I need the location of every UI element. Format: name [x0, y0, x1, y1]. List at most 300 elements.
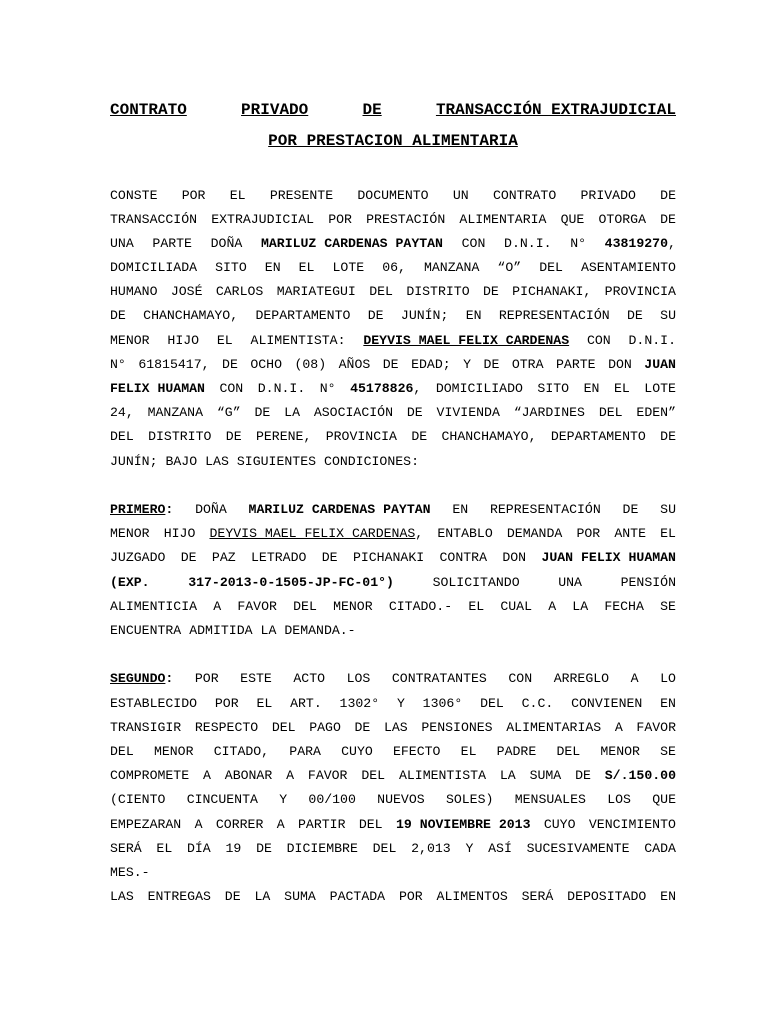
text: ALIMENTOS: [436, 889, 508, 904]
text: EN: [452, 502, 469, 517]
text: CITADO,: [213, 744, 270, 759]
text: QUE: [560, 212, 585, 227]
text-segment: [110, 524, 150, 544]
text-segment: [554, 669, 609, 689]
text: N°: [319, 381, 336, 396]
text-segment: [636, 718, 676, 738]
text: DE: [180, 550, 197, 565]
punctuation: ,: [413, 381, 422, 396]
text-segment: [561, 210, 585, 230]
text: DE: [622, 502, 639, 517]
text: DE: [660, 188, 676, 203]
text-segment: [215, 258, 247, 278]
bold-text: MARILUZ CARDENAS PAYTAN: [260, 236, 443, 251]
text: (08): [294, 357, 327, 372]
text: NUEVOS: [377, 792, 425, 807]
text: PROVINCIA: [325, 429, 397, 444]
text-segment: [660, 186, 676, 206]
text-segment: [411, 839, 451, 859]
text: TRANSIGIR: [110, 720, 182, 735]
text-segment: [165, 452, 197, 472]
bold-text: 19 NOVIEMBRE 2013: [395, 817, 531, 832]
text-segment: [212, 548, 236, 568]
text-segment: [389, 597, 452, 617]
text-segment: [373, 839, 397, 859]
text-segment: [217, 331, 233, 351]
text: ENTREGAS: [147, 889, 211, 904]
text-segment: [462, 234, 486, 254]
text: EL: [660, 526, 676, 541]
text: CHANCHAMAYO,: [143, 308, 239, 323]
text: DON: [608, 357, 632, 372]
text-segment: [382, 258, 406, 278]
text-segment: [256, 694, 272, 714]
text: UNA: [558, 575, 582, 590]
text-segment: [644, 379, 676, 399]
text: PRESENTE: [269, 188, 334, 203]
text: FAVOR: [237, 599, 277, 614]
text: DEL: [110, 429, 134, 444]
paragraph-line: [110, 573, 676, 593]
text: FAVOR: [636, 720, 676, 735]
bold-text: DEYVIS MAEL FELIX CARDENAS: [363, 333, 570, 348]
text: DOMICILIADO: [435, 381, 523, 396]
text: MES.-: [110, 865, 150, 880]
text-segment: [286, 766, 294, 786]
text: CUYO: [341, 744, 373, 759]
bold-text: 45178826: [350, 381, 414, 396]
title-word: PRIVADO: [241, 101, 309, 119]
text-segment: [548, 597, 556, 617]
text-segment: [110, 815, 181, 835]
text: PARTIR: [298, 817, 346, 832]
text: CON: [508, 671, 533, 686]
text-segment: [368, 306, 384, 326]
text: 2,013: [411, 841, 451, 856]
text-segment: [468, 597, 484, 617]
text-segment: [347, 669, 371, 689]
text: PARTE: [152, 236, 192, 251]
text-segment: [167, 331, 199, 351]
text-segment: [339, 355, 371, 375]
text-segment: [605, 766, 676, 786]
text: DE: [411, 429, 428, 444]
text-segment: [251, 331, 346, 351]
text: DOCUMENTO: [357, 188, 429, 203]
text-segment: [383, 355, 399, 375]
text: CUYO: [543, 817, 576, 832]
text-segment: [440, 548, 487, 568]
text: A: [276, 817, 285, 832]
paragraph-line: [110, 403, 676, 423]
text: SUCESIVAMENTE: [526, 841, 630, 856]
paragraph-line: [110, 210, 676, 230]
text: DE: [660, 429, 676, 444]
text-segment: [502, 548, 526, 568]
text-segment: [110, 766, 189, 786]
paragraph-line: [110, 355, 676, 375]
text-segment: [500, 597, 532, 617]
text: CUAL: [500, 599, 532, 614]
text-segment: [110, 403, 134, 423]
text: CHANCHAMAYO,: [441, 429, 537, 444]
text-segment: [558, 573, 582, 593]
text-segment: [581, 186, 636, 206]
text-segment: [397, 694, 405, 714]
text: POR: [214, 696, 239, 711]
text: D.N.I.: [504, 236, 552, 251]
text: DE: [354, 720, 371, 735]
text: DEPARTAMENTO: [255, 308, 351, 323]
text: ENCUENTRA: [110, 623, 182, 638]
text-segment: [110, 427, 134, 447]
text: ESTABLECIDO: [110, 696, 198, 711]
paragraph-line: [110, 500, 676, 520]
text-segment: [211, 210, 314, 230]
text: SITO: [537, 381, 570, 396]
text: PAZ: [211, 550, 236, 565]
text-segment: [499, 306, 610, 326]
text: SE: [660, 744, 676, 759]
text: DEL: [110, 744, 134, 759]
text: EL: [468, 599, 485, 614]
paragraph-line: [110, 234, 676, 254]
text: POR: [194, 671, 219, 686]
text-segment: [599, 210, 646, 230]
text-segment: [359, 815, 383, 835]
text: DE: [321, 550, 338, 565]
text-segment: [571, 694, 642, 714]
text-segment: [660, 210, 676, 230]
text: PENSIÓN: [620, 575, 676, 590]
text: CON: [461, 236, 486, 251]
text-segment: [110, 621, 181, 641]
text: JOSÉ: [170, 284, 203, 299]
text-segment: [515, 790, 586, 810]
text: CORRER: [215, 817, 264, 832]
text: CINCUENTA: [186, 792, 258, 807]
text: ASOCIACIÓN: [313, 405, 393, 420]
text-segment: [605, 234, 676, 254]
text-segment: [314, 403, 393, 423]
text: MENOR: [600, 744, 640, 759]
text: DEMANDA: [506, 526, 563, 541]
text: SERÁ: [110, 841, 142, 856]
text-segment: [660, 669, 676, 689]
text-segment: [522, 887, 554, 907]
text: EN: [264, 260, 281, 275]
text: EL: [156, 841, 173, 856]
text-segment: [393, 742, 440, 762]
text: PADRE: [496, 744, 537, 759]
text: JUZGADO: [110, 550, 166, 565]
text-segment: [110, 742, 134, 762]
text-segment: [249, 500, 431, 520]
text: DE: [483, 357, 500, 372]
text-segment: [423, 694, 463, 714]
text: POR: [398, 889, 423, 904]
text: VENCIMIENTO: [588, 817, 676, 832]
text: A: [614, 720, 623, 735]
text-segment: [290, 694, 322, 714]
text-segment: [614, 379, 630, 399]
text: PACTADA: [329, 889, 386, 904]
text: VIVIENDA: [436, 405, 500, 420]
text-segment: [490, 500, 601, 520]
text: EFECTO: [392, 744, 441, 759]
text-segment: [537, 379, 569, 399]
text: PENSIONES: [421, 720, 493, 735]
text-segment: [483, 282, 499, 302]
text-segment: [629, 331, 676, 351]
text: DEL: [539, 260, 563, 275]
text: LA: [499, 768, 516, 783]
text-segment: [148, 887, 211, 907]
paragraph-line: [110, 887, 676, 907]
text: PRESTACIÓN: [366, 212, 446, 227]
paragraph-line: [110, 742, 676, 762]
bold-text: PRIMERO: [110, 502, 166, 517]
text-segment: [110, 790, 165, 810]
text: A: [213, 599, 222, 614]
text: SE: [660, 599, 676, 614]
text: EN: [583, 381, 600, 396]
text-segment: [541, 548, 676, 568]
text: CONSTE: [110, 188, 158, 203]
text: RESPECTO: [194, 720, 259, 735]
text-segment: [465, 839, 473, 859]
text-segment: [442, 427, 537, 447]
text-segment: [272, 718, 296, 738]
text-segment: [255, 306, 350, 326]
text-segment: [452, 500, 468, 520]
text-segment: [497, 258, 521, 278]
paragraph-line: [110, 524, 676, 544]
text: CON: [219, 381, 244, 396]
text-segment: [156, 839, 172, 859]
paragraph-line: [110, 282, 676, 302]
text: MENSUALES: [514, 792, 586, 807]
text-segment: [436, 379, 523, 399]
text-segment: [512, 282, 591, 302]
text-segment: [411, 355, 451, 375]
text-segment: [660, 500, 676, 520]
paragraph-line: [110, 331, 676, 351]
text-segment: [326, 427, 397, 447]
text: A: [194, 817, 203, 832]
text-segment: [309, 718, 341, 738]
text-segment: [328, 210, 352, 230]
text: DE: [225, 429, 242, 444]
text-segment: [572, 597, 588, 617]
text-segment: [213, 597, 221, 617]
text: EDEN”: [636, 405, 676, 420]
text: DE: [660, 212, 676, 227]
text: PAGO: [309, 720, 341, 735]
text: POR: [576, 526, 601, 541]
text-segment: [605, 282, 676, 302]
paragraph-line: [110, 790, 676, 810]
text-segment: [500, 766, 516, 786]
text-segment: [187, 839, 211, 859]
text-segment: [406, 282, 469, 302]
text-segment: [211, 234, 243, 254]
text: DE: [575, 768, 591, 783]
text-segment: [401, 306, 448, 326]
text-segment: [110, 379, 205, 399]
text-segment: [589, 815, 676, 835]
text-segment: [576, 524, 600, 544]
text-segment: [437, 524, 492, 544]
text-segment: [660, 887, 676, 907]
text-segment: [254, 887, 270, 907]
text-segment: [230, 186, 246, 206]
text-segment: [195, 815, 203, 835]
text-segment: [188, 573, 394, 593]
text: FAVOR: [307, 768, 348, 783]
text-segment: [298, 815, 345, 835]
text-segment: [152, 234, 192, 254]
text: LETRADO: [251, 550, 307, 565]
text: QUE: [652, 792, 676, 807]
text-segment: [287, 839, 358, 859]
text: SOLICITANDO: [432, 575, 520, 590]
text-segment: [660, 427, 676, 447]
text-segment: [636, 403, 676, 423]
text-segment: [110, 210, 197, 230]
text: LOTE: [332, 260, 365, 275]
text-segment: [110, 573, 150, 593]
text: SITO: [215, 260, 247, 275]
text-segment: [399, 887, 423, 907]
text-segment: [333, 597, 373, 617]
text-segment: [293, 669, 325, 689]
text-segment: [527, 839, 630, 859]
text: “O”: [497, 260, 522, 275]
text-segment: [240, 669, 272, 689]
text: EL: [256, 696, 273, 711]
text-segment: [254, 403, 270, 423]
text-segment: [284, 887, 316, 907]
text-segment: [504, 234, 551, 254]
paragraph-line: [110, 597, 676, 617]
text-segment: [110, 597, 197, 617]
text: POR: [181, 188, 206, 203]
text-segment: [453, 186, 469, 206]
text: DÍA: [186, 841, 211, 856]
text: PICHANAKI,: [512, 284, 592, 299]
text: HIJO: [163, 526, 196, 541]
text-segment: [652, 790, 676, 810]
text: ADMITIDA: [189, 623, 253, 638]
text: PARTE: [556, 357, 596, 372]
text: DOÑA: [195, 502, 227, 517]
text: DEPARTAMENTO: [550, 429, 646, 444]
text-segment: [570, 234, 586, 254]
text-segment: [341, 742, 373, 762]
text: HIJO: [167, 333, 200, 348]
text: MENOR: [110, 333, 150, 348]
text: TRANSACCIÓN: [110, 212, 198, 227]
text-segment: [433, 573, 520, 593]
text: UNA: [110, 236, 134, 251]
text: DEL: [369, 284, 393, 299]
text-segment: [493, 186, 556, 206]
text: Y: [465, 841, 474, 856]
text: N°: [570, 236, 587, 251]
text-segment: [615, 718, 623, 738]
text: Y: [279, 792, 288, 807]
paragraph-line: [110, 379, 676, 399]
text-segment: [424, 258, 479, 278]
text: CONTRATANTES: [391, 671, 487, 686]
text: PICHANAKI: [352, 550, 425, 565]
text: ACTO: [293, 671, 326, 686]
text: DEMANDA.-: [284, 623, 356, 638]
text: ALIMENTISTA:: [250, 333, 346, 348]
text: DE: [254, 405, 271, 420]
text: EN: [465, 308, 482, 323]
text-segment: [182, 186, 206, 206]
text-segment: [110, 355, 126, 375]
text: CADA: [644, 841, 676, 856]
text-segment: [363, 331, 569, 351]
text-segment: [195, 500, 227, 520]
text-segment: [187, 790, 258, 810]
text: (CIENTO: [110, 792, 166, 807]
text-segment: [660, 524, 676, 544]
text: Y: [463, 357, 472, 372]
text: 00/100: [308, 792, 356, 807]
text-segment: [357, 186, 428, 206]
text: LAS: [110, 889, 134, 904]
text: PARA: [289, 744, 321, 759]
text-segment: [660, 306, 676, 326]
text-segment: [225, 887, 241, 907]
text: HUMANO: [110, 284, 158, 299]
text: DE: [224, 889, 241, 904]
text-segment: [461, 742, 477, 762]
paragraph-line: [110, 548, 676, 568]
text-segment: [222, 355, 238, 375]
text: OTORGA: [598, 212, 646, 227]
text: LA: [260, 623, 277, 638]
text: 1306°: [422, 696, 463, 711]
text: MENOR: [153, 744, 194, 759]
punctuation: :: [165, 671, 174, 686]
text-segment: [480, 694, 504, 714]
text-segment: [284, 403, 300, 423]
text-segment: [270, 186, 333, 206]
text: UN: [452, 188, 469, 203]
text: BAJO: [165, 454, 198, 469]
text-segment: [506, 718, 601, 738]
text-segment: [660, 742, 676, 762]
bold-text: JUAN FELIX HUAMAN: [541, 550, 676, 565]
text: CONTRA: [439, 550, 487, 565]
text-segment: [660, 597, 676, 617]
text: EL: [229, 188, 246, 203]
text-segment: [210, 524, 424, 544]
text: DEL: [372, 841, 397, 856]
text: SIGUIENTES: [236, 454, 317, 469]
document-title-line-1: [110, 101, 676, 119]
text: CONVIENEN: [571, 696, 643, 711]
text-segment: [355, 718, 371, 738]
text: SU: [660, 502, 676, 517]
text-segment: [627, 306, 643, 326]
text: ANTE: [614, 526, 646, 541]
